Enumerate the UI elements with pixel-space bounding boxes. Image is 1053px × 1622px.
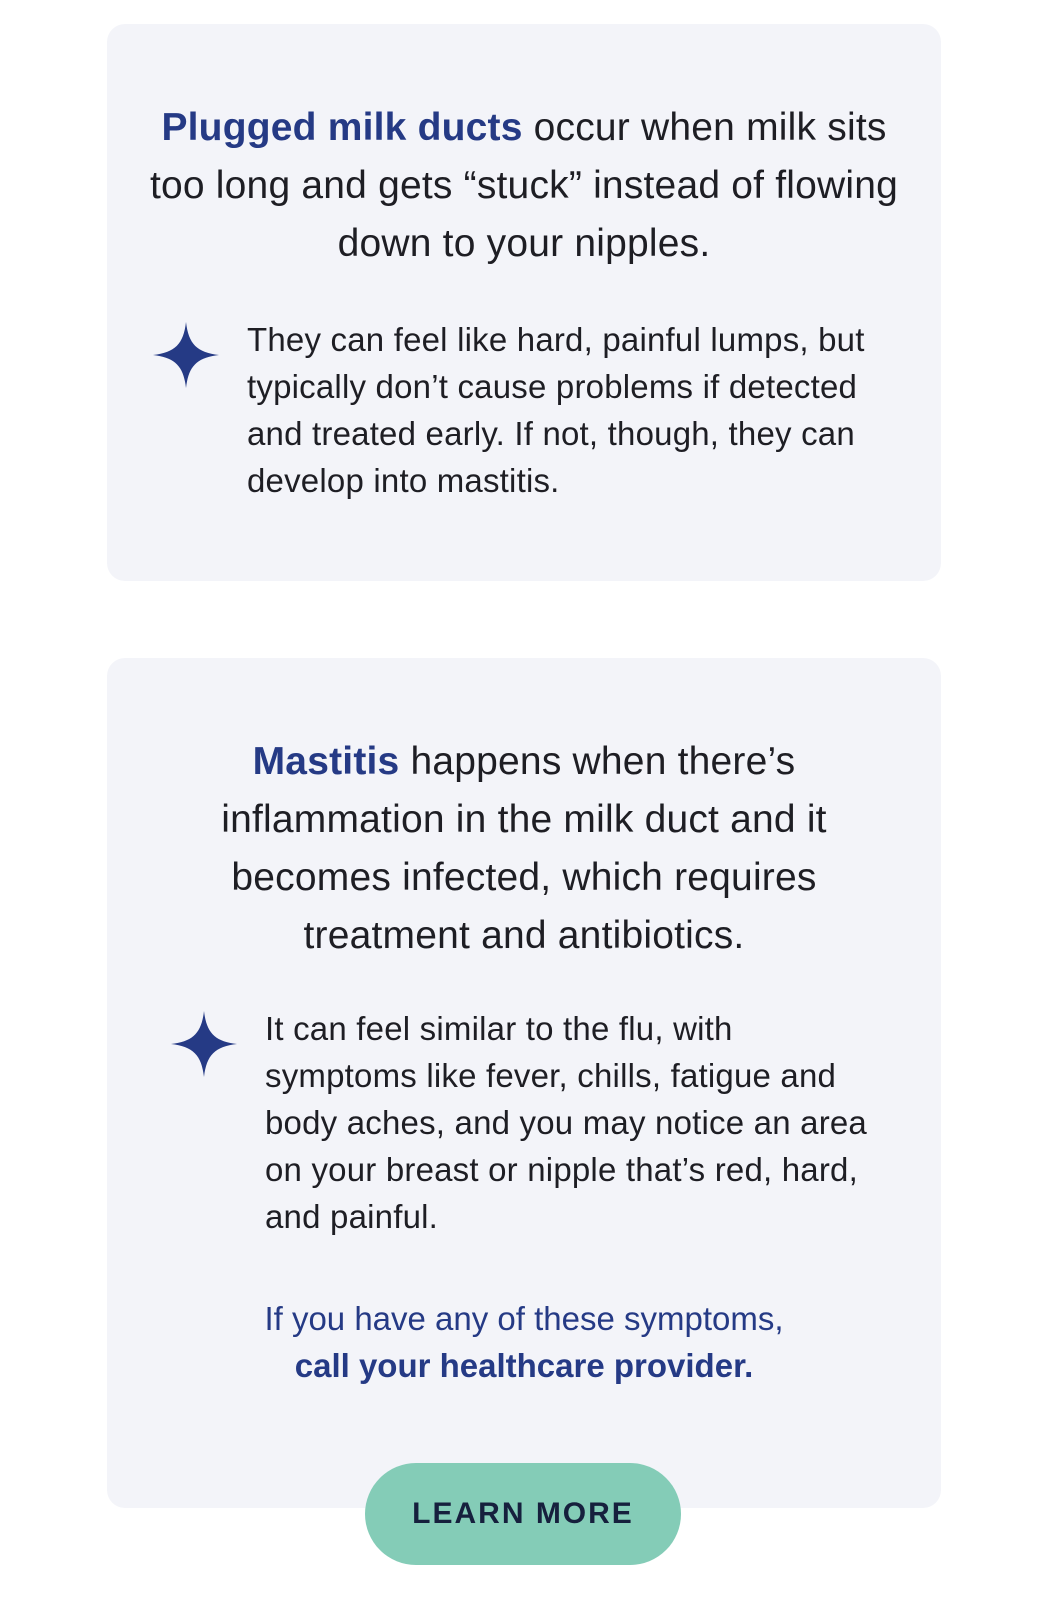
plugged-ducts-bullet xyxy=(153,316,897,504)
sparkle-star-icon xyxy=(153,322,219,388)
plugged-ducts-card xyxy=(107,24,941,581)
sparkle-star-icon xyxy=(171,1011,237,1077)
plugged-ducts-bullet-text: They can feel like hard, painful lumps, but typically don’t cause problems if detected and treated early. If not, though, they can develop into mastitis. xyxy=(247,321,865,499)
mastitis-term: Mastitis xyxy=(252,740,400,783)
mastitis-card xyxy=(107,658,941,1508)
plugged-ducts-heading xyxy=(147,99,901,273)
mastitis-heading-text: happens when there’s inflammation in the milk duct and it becomes infected, which requires treatment and antibiotics. xyxy=(221,740,827,957)
mastitis-bullet-text: It can feel similar to the flu, with symptoms like fever, chills, fatigue and body aches, and you may notice an area on your breast or nipple that’s red, hard, and painful. xyxy=(265,1010,867,1235)
plugged-ducts-heading-text: occur when milk sits too long and gets “stuck” instead of flowing down to your nipples. xyxy=(149,106,899,265)
learn-more-button[interactable]: LEARN MORE xyxy=(365,1463,681,1565)
callout-line-1: If you have any of these symptoms, xyxy=(264,1300,784,1337)
mastitis-bullet xyxy=(171,1005,885,1240)
mastitis-heading xyxy=(147,733,901,965)
callout-line-2: call your healthcare provider. xyxy=(294,1347,754,1384)
plugged-ducts-term: Plugged milk ducts xyxy=(161,106,523,149)
symptoms-callout xyxy=(147,1295,901,1389)
